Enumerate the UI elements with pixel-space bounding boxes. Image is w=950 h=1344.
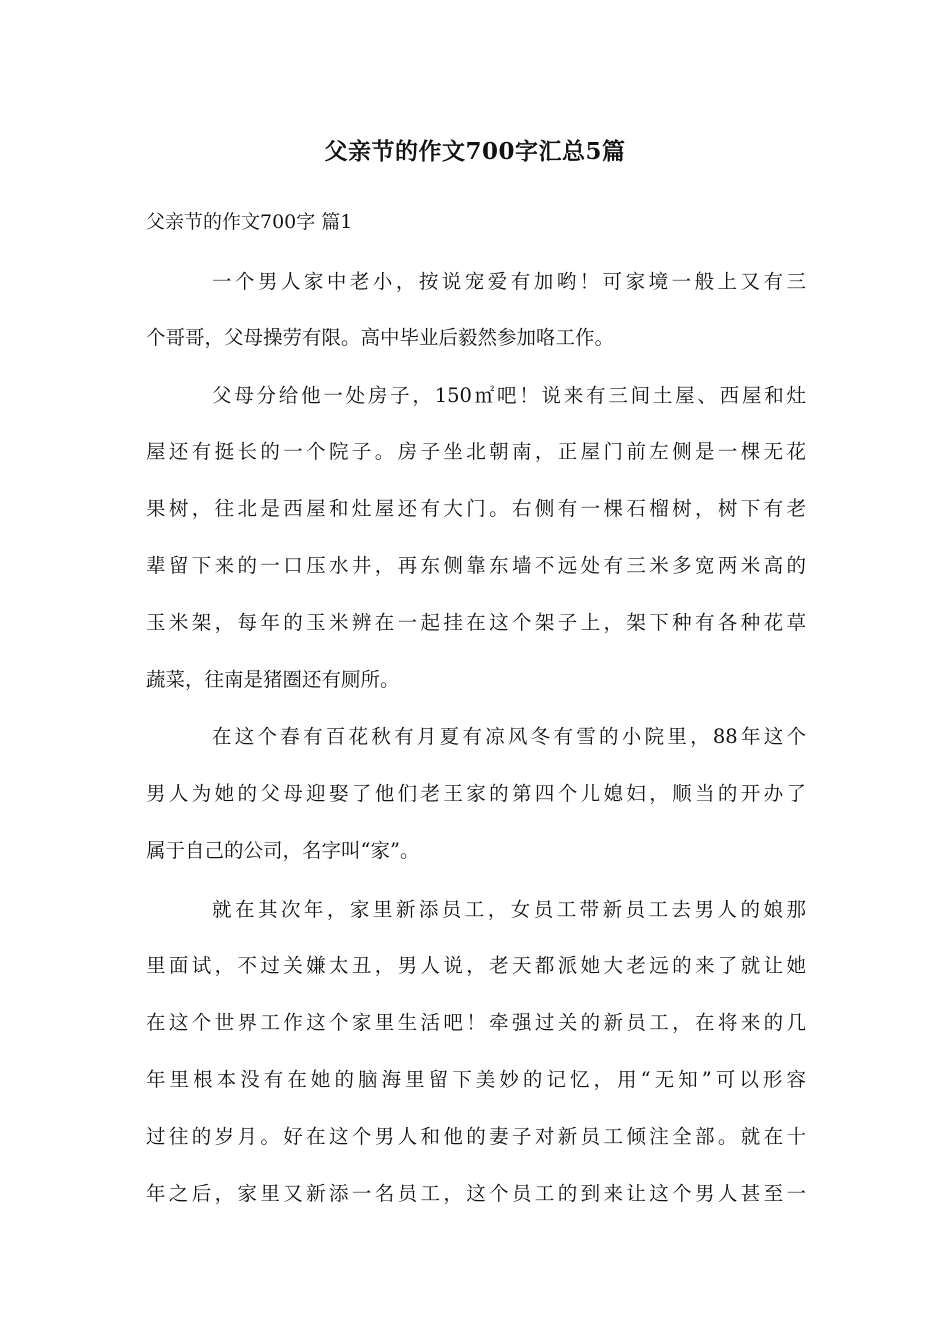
text-line: 在这个春有百花秋有月夏有凉风冬有雪的小院里，88年这个 — [212, 725, 806, 748]
text-line: 就在其次年，家里新添员工，女员工带新员工去男人的娘那 — [212, 898, 806, 921]
text-line: 辈留下来的一口压水井，再东侧靠东墙不远处有三米多宽两米高的 — [146, 554, 806, 577]
text-line: 男人为她的父母迎娶了他们老王家的第四个儿媳妇，顺当的开办了 — [146, 782, 806, 805]
section-heading: 父亲节的作文700字 篇1 — [146, 211, 353, 233]
text-line: 属于自己的公司，名字叫“家”。 — [146, 839, 420, 862]
text-line: 果树，往北是西屋和灶屋还有大门。右侧有一棵石榴树，树下有老 — [146, 497, 806, 520]
text-line: 玉米架，每年的玉米辨在一起挂在这个架子上，架下种有各种花草 — [146, 611, 806, 634]
text-line: 年之后，家里又新添一名员工，这个员工的到来让这个男人甚至一 — [146, 1182, 806, 1205]
text-line: 父母分给他一处房子，150㎡吧！说来有三间土屋、西屋和灶 — [212, 384, 806, 407]
text-line: 过往的岁月。好在这个男人和他的妻子对新员工倾注全部。就在十 — [146, 1125, 806, 1148]
text-line: 蔬菜，往南是猪圈还有厕所。 — [146, 668, 400, 691]
text-line: 里面试，不过关嫌太丑，男人说，老天都派她大老远的来了就让她 — [146, 954, 806, 977]
text-line: 年里根本没有在她的脑海里留下美妙的记忆，用“无知”可以形容 — [146, 1068, 806, 1091]
text-line: 在这个世界工作这个家里生活吧！牵强过关的新员工，在将来的几 — [146, 1011, 806, 1034]
document-title: 父亲节的作文700字汇总5篇 — [324, 138, 626, 165]
text-line: 屋还有挺长的一个院子。房子坐北朝南，正屋门前左侧是一棵无花 — [146, 440, 806, 463]
text-line: 个哥哥，父母操劳有限。高中毕业后毅然参加咯工作。 — [146, 326, 615, 349]
text-line: 一个男人家中老小，按说宠爱有加哟！可家境一般上又有三 — [212, 270, 806, 293]
